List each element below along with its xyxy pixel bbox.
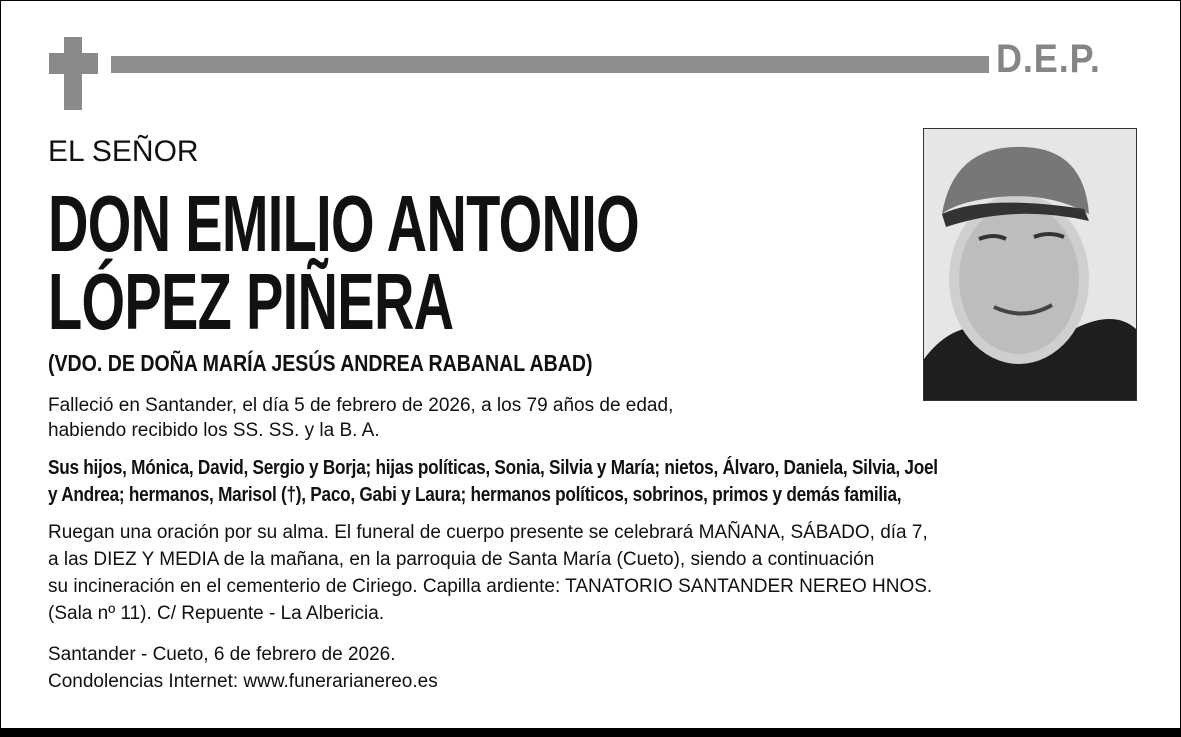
name-line-1: DON EMILIO ANTONIO	[48, 179, 639, 268]
footer-line-2: Condolencias Internet: www.funerarianereo.es	[48, 671, 438, 692]
death-line-1: Falleció en Santander, el día 5 de febrero de 2026, a los 79 años de edad,	[48, 395, 674, 416]
funeral-line-4: (Sala nº 11). C/ Repuente - La Albericia.	[48, 603, 385, 624]
footer-line-1: Santander - Cueto, 6 de febrero de 2026.	[48, 644, 396, 665]
dep-label: D.E.P.	[996, 37, 1101, 81]
name-line-2: LÓPEZ PIÑERA	[48, 257, 454, 346]
portrait-photo	[923, 128, 1137, 401]
funeral-line-1: Ruegan una oración por su alma. El funeral de cuerpo presente se celebrará MAÑANA, SÁBADO, día 7,	[48, 522, 928, 543]
title: EL SEÑOR	[48, 135, 199, 168]
widow-of: (VDO. DE DOÑA MARÍA JESÚS ANDREA RABANAL ABAD)	[48, 350, 593, 376]
death-line-2: habiendo recibido los SS. SS. y la B. A.	[48, 420, 380, 441]
family-line-2: y Andrea; hermanos, Marisol (†), Paco, Gabi y Laura; hermanos políticos, sobrinos, primos y demás familia,	[48, 484, 902, 506]
funeral-line-3: su incineración en el cementerio de Ciriego. Capilla ardiente: TANATORIO SANTANDER NEREO HNOS.	[48, 576, 933, 597]
header-rule	[111, 56, 989, 73]
cross-icon-arm	[49, 53, 98, 74]
funeral-line-2: a las DIEZ Y MEDIA de la mañana, en la parroquia de Santa María (Cueto), siendo a continuación	[48, 549, 875, 570]
family-line-1: Sus hijos, Mónica, David, Sergio y Borja; hijas políticas, Sonia, Silvia y María; nietos, Álvaro, Daniela, Silvia, Joel	[48, 457, 938, 479]
